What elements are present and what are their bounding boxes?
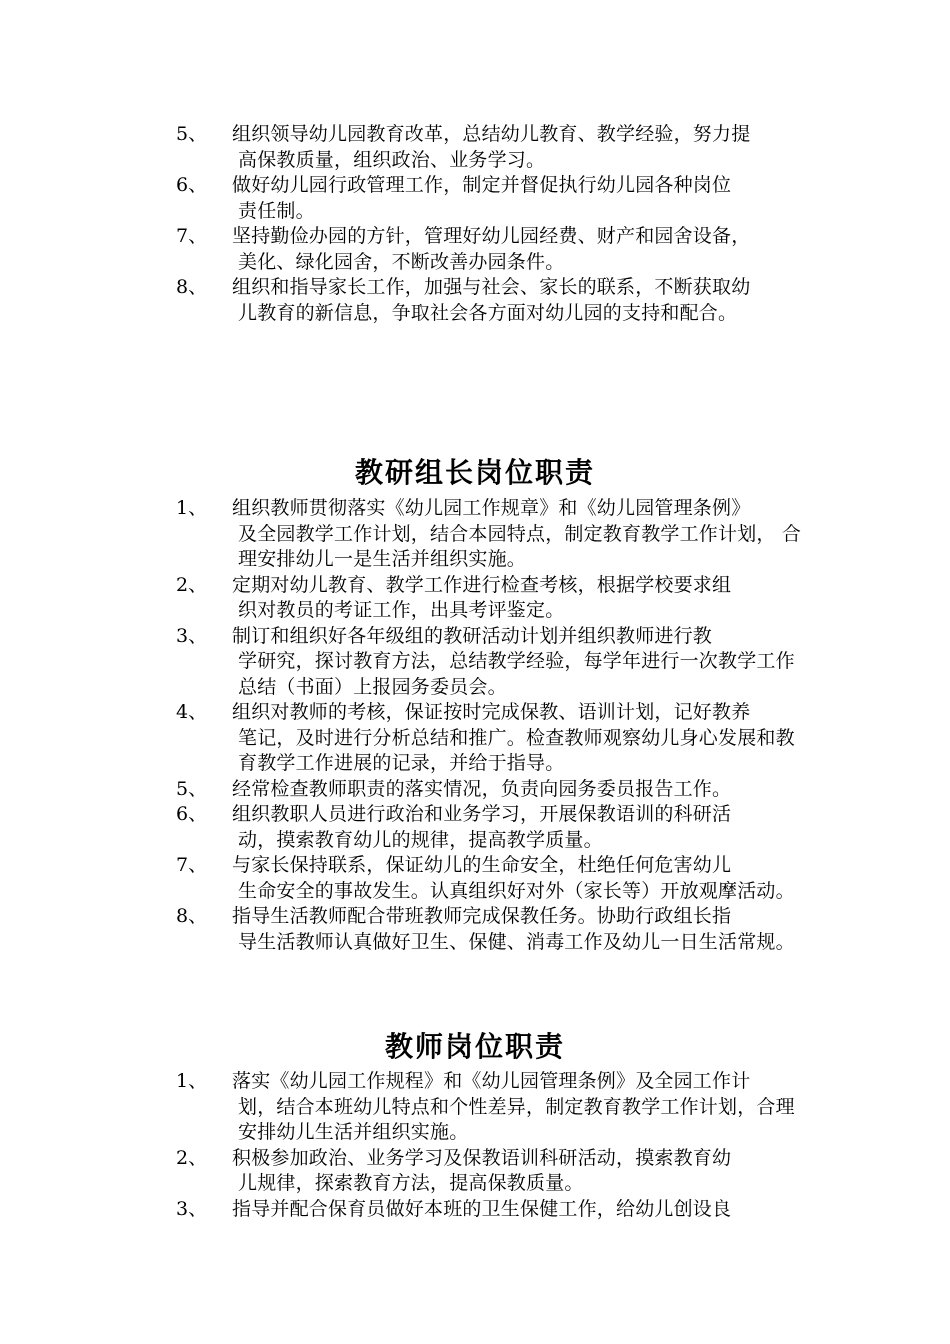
list-item xyxy=(0,122,950,173)
list-item xyxy=(0,700,950,777)
item-text: 做好幼儿园行政管理工作，制定并督促执行幼儿园各种岗位 责任制。 xyxy=(232,174,732,222)
item-text: 组织和指导家长工作，加强与社会、家长的联系，不断获取幼 儿教育的新信息，争取社会各方面对幼儿园的支持和配合。 xyxy=(232,276,751,324)
item-text: 组织领导幼儿园教育改革，总结幼儿教育、教学经验，努力提 高保教质量，组织政治、业务学习。 xyxy=(232,123,751,171)
item-text: 制订和组织好各年级组的教研活动计划并组织教师进行教 学研究，探讨教育方法，总结教学经验，每学年进行一次教学工作总结（书面）上报园务委员会。 xyxy=(232,624,795,698)
item-number: 2、 xyxy=(176,1146,208,1169)
item-number: 6、 xyxy=(176,174,208,196)
item-text: 指导生活教师配合带班教师完成保教任务。协助行政组长指 导生活教师认真做好卫生、保健、消毒工作及幼儿一日生活常规。 xyxy=(232,905,795,953)
item-text: 经常检查教师职责的落实情况，负责向园务委员报告工作。 xyxy=(232,777,732,800)
list-item xyxy=(0,173,950,224)
item-text: 组织对教师的考核，保证按时完成保教、语训计划，记好教养 笔记，及时进行分析总结和推广。检查教师观察幼儿身心发展和教育教学工作进展的记录，并给于指导。 xyxy=(232,701,795,774)
list-item xyxy=(0,573,950,624)
item-text: 坚持勤俭办园的方针，管理好幼儿园经费、财产和园舍设备， 美化、绿化园舍，不断改善办园条件。 xyxy=(232,225,751,273)
list-item xyxy=(0,802,950,853)
list-item xyxy=(0,624,950,701)
item-number: 4、 xyxy=(176,701,208,723)
list-item xyxy=(0,853,950,904)
item-number: 7、 xyxy=(176,854,208,876)
item-text: 定期对幼儿教育、教学工作进行检查考核，根据学校要求组 织对教员的考证工作，出具考评鉴定。 xyxy=(232,573,732,621)
item-number: 5、 xyxy=(176,777,208,800)
item-text: 组织教职人员进行政治和业务学习，开展保教语训的科研活 动，摸索教育幼儿的规律，提高教学质量。 xyxy=(232,803,732,851)
item-text: 积极参加政治、业务学习及保教语训科研活动，摸索教育幼 儿规律，探索教育方法，提高保教质量。 xyxy=(232,1146,732,1194)
list-item xyxy=(0,275,950,326)
item-number: 3、 xyxy=(176,624,208,647)
list-item xyxy=(0,1146,950,1197)
list-item xyxy=(0,496,950,573)
item-number: 5、 xyxy=(176,123,208,145)
item-number: 6、 xyxy=(176,803,208,825)
item-number: 2、 xyxy=(176,573,208,596)
list-item xyxy=(0,1069,950,1146)
list-top xyxy=(0,122,950,326)
list-jiaoyan xyxy=(0,496,950,955)
item-number: 7、 xyxy=(176,225,208,247)
item-number: 1、 xyxy=(176,497,208,519)
item-number: 1、 xyxy=(176,1070,208,1092)
item-number: 8、 xyxy=(176,276,208,298)
section-title-jiaoyan: 教研组长岗位职责 xyxy=(354,456,595,489)
list-jiaoshi xyxy=(0,1069,950,1222)
list-item xyxy=(0,224,950,275)
list-item xyxy=(0,777,950,803)
item-text: 指导并配合保育员做好本班的卫生保健工作，给幼儿创设良 xyxy=(232,1197,732,1220)
item-text: 落实《幼儿园工作规程》和《幼儿园管理条例》及全园工作计 划，结合本班幼儿特点和个性差异，制定教育教学工作计划，合理安排幼儿生活并组织实施。 xyxy=(232,1070,795,1143)
item-text: 与家长保持联系，保证幼儿的生命安全，杜绝任何危害幼儿 生命安全的事故发生。认真组织好对外（家长等）开放观摩活动。 xyxy=(232,854,795,902)
item-number: 3、 xyxy=(176,1197,208,1220)
list-item xyxy=(0,904,950,955)
item-number: 8、 xyxy=(176,905,208,927)
list-item xyxy=(0,1197,950,1223)
item-text: 组织教师贯彻落实《幼儿园工作规章》和《幼儿园管理条例》 及全园教学工作计划，结合本园特点，制定教育教学工作计划， 合理安排幼儿一是生活并组织实施。 xyxy=(232,497,802,570)
section-title-jiaoshi: 教师岗位职责 xyxy=(384,1030,565,1063)
